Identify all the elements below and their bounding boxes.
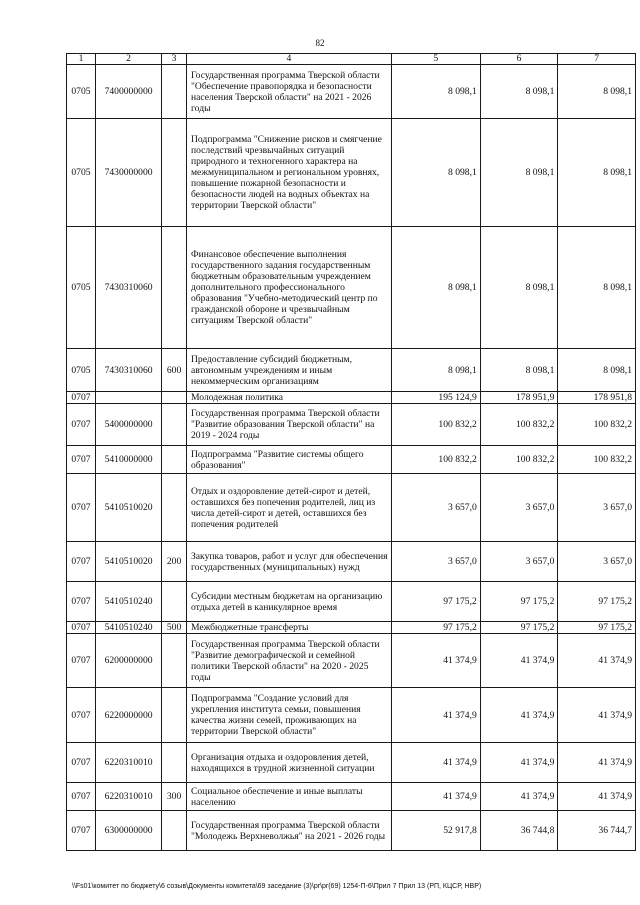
target-article-cell — [95, 392, 161, 404]
amount-col6-cell: 41 374,9 — [480, 688, 558, 743]
document-file-path: \\Fs01\комитет по бюджету\6 созыв\Документы комитета\69 заседание (3)\pr\pr(69) 1254-П-6\Прил 7 Прил 13 (РП, КЦСР, НВР) — [72, 883, 482, 890]
item-name-cell: Молодежная политика — [186, 392, 391, 404]
amount-col7-cell: 3 657,0 — [558, 542, 636, 582]
amount-col6-cell: 97 175,2 — [480, 622, 558, 634]
expense-type-cell: 600 — [162, 349, 187, 392]
amount-col6-cell: 8 098,1 — [480, 119, 558, 227]
column-header: 4 — [186, 54, 391, 65]
item-name-cell: Отдых и оздоровление детей-сирот и детей, оставшихся без попечения родителей, лиц из числа детей-сирот и детей, оставшихся без попечения родителей — [186, 474, 391, 542]
amount-col7-cell: 41 374,9 — [558, 743, 636, 783]
amount-col6-cell: 100 832,2 — [480, 446, 558, 474]
amount-col5-cell: 3 657,0 — [391, 474, 480, 542]
amount-col5-cell: 97 175,2 — [391, 582, 480, 622]
amount-col7-cell: 41 374,9 — [558, 634, 636, 688]
expense-type-cell: 200 — [162, 542, 187, 582]
target-article-cell: 5410000000 — [95, 446, 161, 474]
item-name-cell: Субсидии местным бюджетам на организацию отдыха детей в каникулярное время — [186, 582, 391, 622]
amount-col5-cell: 8 098,1 — [391, 227, 480, 349]
target-article-cell: 6200000000 — [95, 634, 161, 688]
amount-col7-cell: 97 175,2 — [558, 582, 636, 622]
item-name-cell: Подпрограмма "Развитие системы общего образования" — [186, 446, 391, 474]
target-article-cell: 7400000000 — [95, 65, 161, 119]
table-row — [67, 474, 636, 542]
expense-type-cell: 500 — [162, 622, 187, 634]
amount-col5-cell: 8 098,1 — [391, 349, 480, 392]
amount-col7-cell: 8 098,1 — [558, 349, 636, 392]
expense-type-cell — [162, 65, 187, 119]
section-code-cell: 0707 — [67, 392, 96, 404]
expense-type-cell — [162, 392, 187, 404]
amount-col6-cell: 178 951,9 — [480, 392, 558, 404]
section-code-cell: 0707 — [67, 542, 96, 582]
column-header: 7 — [558, 54, 636, 65]
table-row — [67, 582, 636, 622]
table-row — [67, 622, 636, 634]
amount-col7-cell: 3 657,0 — [558, 474, 636, 542]
table-row — [67, 446, 636, 474]
column-header: 3 — [162, 54, 187, 65]
amount-col5-cell: 41 374,9 — [391, 743, 480, 783]
section-code-cell: 0707 — [67, 474, 96, 542]
amount-col5-cell: 97 175,2 — [391, 622, 480, 634]
budget-table — [66, 53, 636, 851]
item-name-cell: Предоставление субсидий бюджетным, автономным учреждениям и иным некоммерческим организациям — [186, 349, 391, 392]
expense-type-cell — [162, 743, 187, 783]
amount-col7-cell: 100 832,2 — [558, 446, 636, 474]
table-row — [67, 392, 636, 404]
item-name-cell: Организация отдыха и оздоровления детей, находящихся в трудной жизненной ситуации — [186, 743, 391, 783]
item-name-cell: Подпрограмма "Снижение рисков и смягчение последствий чрезвычайных ситуаций природного и техногенного характера на межмуниципальном и региональном уровнях, повышение пожарной безопасности и безопасности людей на водных объектах на территории Тверской области" — [186, 119, 391, 227]
amount-col5-cell: 100 832,2 — [391, 404, 480, 446]
item-name-cell: Государственная программа Тверской области "Развитие образования Тверской области" на 2019 - 2024 годы — [186, 404, 391, 446]
expense-type-cell — [162, 474, 187, 542]
amount-col5-cell: 195 124,9 — [391, 392, 480, 404]
amount-col6-cell: 36 744,8 — [480, 811, 558, 851]
amount-col5-cell: 52 917,8 — [391, 811, 480, 851]
amount-col7-cell: 8 098,1 — [558, 65, 636, 119]
amount-col5-cell: 41 374,9 — [391, 688, 480, 743]
amount-col5-cell: 41 374,9 — [391, 783, 480, 811]
section-code-cell: 0707 — [67, 446, 96, 474]
amount-col7-cell: 8 098,1 — [558, 119, 636, 227]
item-name-cell: Государственная программа Тверской области "Обеспечение правопорядка и безопасности населения Тверской области" на 2021 - 2026 годы — [186, 65, 391, 119]
target-article-cell: 5400000000 — [95, 404, 161, 446]
item-name-cell: Подпрограмма "Создание условий для укрепления института семьи, повышения качества жизни семей, проживающих на территории Тверской области" — [186, 688, 391, 743]
amount-col6-cell: 8 098,1 — [480, 349, 558, 392]
table-row — [67, 688, 636, 743]
amount-col6-cell: 3 657,0 — [480, 474, 558, 542]
expense-type-cell — [162, 688, 187, 743]
amount-col6-cell: 41 374,9 — [480, 743, 558, 783]
section-code-cell: 0705 — [67, 349, 96, 392]
table-row — [67, 404, 636, 446]
table-row — [67, 349, 636, 392]
item-name-cell: Государственная программа Тверской области "Развитие демографической и семейной политики Тверской области" на 2020 - 2025 годы — [186, 634, 391, 688]
amount-col6-cell: 100 832,2 — [480, 404, 558, 446]
column-header: 2 — [95, 54, 161, 65]
amount-col6-cell: 41 374,9 — [480, 783, 558, 811]
target-article-cell: 5410510240 — [95, 622, 161, 634]
table-row — [67, 811, 636, 851]
amount-col7-cell: 100 832,2 — [558, 404, 636, 446]
expense-type-cell — [162, 582, 187, 622]
target-article-cell: 5410510240 — [95, 582, 161, 622]
expense-type-cell — [162, 811, 187, 851]
column-header: 1 — [67, 54, 96, 65]
section-code-cell: 0707 — [67, 743, 96, 783]
expense-type-cell — [162, 446, 187, 474]
section-code-cell: 0707 — [67, 634, 96, 688]
table-row — [67, 783, 636, 811]
column-number-row — [67, 54, 636, 65]
amount-col7-cell: 41 374,9 — [558, 783, 636, 811]
item-name-cell: Межбюджетные трансферты — [186, 622, 391, 634]
amount-col6-cell: 41 374,9 — [480, 634, 558, 688]
target-article-cell: 6220310010 — [95, 743, 161, 783]
section-code-cell: 0707 — [67, 622, 96, 634]
amount-col7-cell: 178 951,8 — [558, 392, 636, 404]
table-row — [67, 227, 636, 349]
amount-col6-cell: 97 175,2 — [480, 582, 558, 622]
table-row — [67, 634, 636, 688]
expense-type-cell — [162, 227, 187, 349]
amount-col6-cell: 3 657,0 — [480, 542, 558, 582]
table-row — [67, 65, 636, 119]
table-row — [67, 743, 636, 783]
amount-col5-cell: 8 098,1 — [391, 119, 480, 227]
amount-col5-cell: 8 098,1 — [391, 65, 480, 119]
target-article-cell: 6220310010 — [95, 783, 161, 811]
column-header: 5 — [391, 54, 480, 65]
target-article-cell: 6300000000 — [95, 811, 161, 851]
page-number: 82 — [315, 38, 325, 48]
section-code-cell: 0707 — [67, 811, 96, 851]
section-code-cell: 0707 — [67, 404, 96, 446]
target-article-cell: 5410510020 — [95, 474, 161, 542]
amount-col7-cell: 36 744,7 — [558, 811, 636, 851]
expense-type-cell — [162, 634, 187, 688]
amount-col5-cell: 100 832,2 — [391, 446, 480, 474]
item-name-cell: Финансовое обеспечение выполнения государственного задания государственным бюджетным образовательным учреждением дополнительного профессионального образования "Учебно-методический центр по гражданской обороне и чрезвычайным ситуациям Тверской области" — [186, 227, 391, 349]
expense-type-cell — [162, 404, 187, 446]
expense-type-cell: 300 — [162, 783, 187, 811]
amount-col7-cell: 8 098,1 — [558, 227, 636, 349]
table-row — [67, 542, 636, 582]
amount-col5-cell: 3 657,0 — [391, 542, 480, 582]
amount-col7-cell: 41 374,9 — [558, 688, 636, 743]
item-name-cell: Социальное обеспечение и иные выплаты населению — [186, 783, 391, 811]
amount-col5-cell: 41 374,9 — [391, 634, 480, 688]
item-name-cell: Закупка товаров, работ и услуг для обеспечения государственных (муниципальных) нужд — [186, 542, 391, 582]
section-code-cell: 0705 — [67, 119, 96, 227]
amount-col6-cell: 8 098,1 — [480, 227, 558, 349]
target-article-cell: 7430000000 — [95, 119, 161, 227]
target-article-cell: 7430310060 — [95, 227, 161, 349]
section-code-cell: 0705 — [67, 227, 96, 349]
item-name-cell: Государственная программа Тверской области "Молодежь Верхневолжья" на 2021 - 2026 годы — [186, 811, 391, 851]
table-row — [67, 119, 636, 227]
target-article-cell: 5410510020 — [95, 542, 161, 582]
expense-type-cell — [162, 119, 187, 227]
amount-col7-cell: 97 175,2 — [558, 622, 636, 634]
section-code-cell: 0707 — [67, 582, 96, 622]
section-code-cell: 0707 — [67, 783, 96, 811]
section-code-cell: 0707 — [67, 688, 96, 743]
target-article-cell: 6220000000 — [95, 688, 161, 743]
target-article-cell: 7430310060 — [95, 349, 161, 392]
section-code-cell: 0705 — [67, 65, 96, 119]
amount-col6-cell: 8 098,1 — [480, 65, 558, 119]
column-header: 6 — [480, 54, 558, 65]
